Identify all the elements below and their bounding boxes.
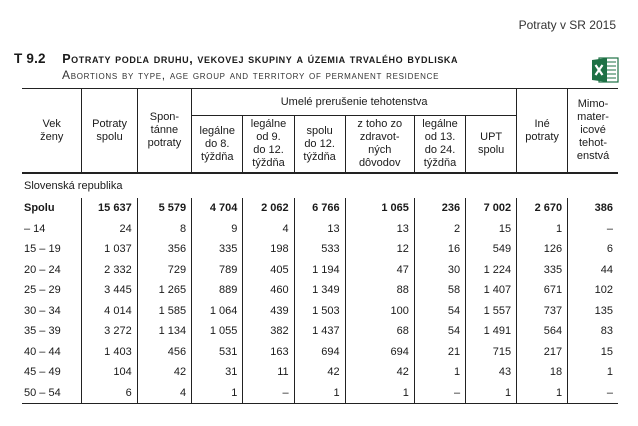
- table-cell: 1 407: [466, 280, 517, 301]
- excel-icon[interactable]: [590, 55, 620, 85]
- table-cell: 1 194: [294, 260, 345, 281]
- table-cell: 4: [243, 219, 294, 240]
- row-label: 35 – 39: [22, 321, 82, 342]
- table-cell: 1: [568, 362, 618, 383]
- abortions-table: [22, 88, 618, 404]
- table-cell: 16: [414, 239, 465, 260]
- table-cell: 1 134: [137, 321, 191, 342]
- table-cell: 102: [568, 280, 618, 301]
- table-cell: 58: [414, 280, 465, 301]
- table-cell: 564: [517, 321, 568, 342]
- row-label: 15 – 19: [22, 239, 82, 260]
- table-cell: 12: [345, 239, 414, 260]
- header-ectopic: Mimo- mater- icové tehot- enstvá: [568, 89, 618, 174]
- table-row: [22, 219, 618, 240]
- table-cell: 1: [466, 383, 517, 404]
- row-label: Spolu: [22, 198, 82, 219]
- table-cell: 44: [568, 260, 618, 281]
- header-sub-1: legálne do 8. týždňa: [192, 116, 243, 174]
- table-cell: 789: [192, 260, 243, 281]
- table-cell: 163: [243, 342, 294, 363]
- table-cell: 7 002: [466, 198, 517, 219]
- title-english: Abortions by type, age group and territory of permanent residence: [62, 68, 440, 82]
- title-slovak: Potraty podľa druhu, vekovej skupiny a územia trvalého bydliska: [62, 52, 459, 66]
- table-row-total: [22, 198, 618, 219]
- row-label: 50 – 54: [22, 383, 82, 404]
- table-cell: 1 585: [137, 301, 191, 322]
- table-cell: 2 332: [82, 260, 137, 281]
- table-row: [22, 383, 618, 404]
- table-cell: 1: [345, 383, 414, 404]
- table-cell: –: [568, 383, 618, 404]
- table-cell: 737: [517, 301, 568, 322]
- region-label: Slovenská republika: [24, 180, 123, 192]
- header-age: Vek ženy: [22, 89, 82, 174]
- table-cell: 42: [294, 362, 345, 383]
- header-spontaneous: Spon- tánne potraty: [137, 89, 191, 174]
- table-cell: 6: [568, 239, 618, 260]
- table-cell: 9: [192, 219, 243, 240]
- header-sub-4: z toho zo zdravot- ných dôvodov: [345, 116, 414, 174]
- table-cell: 4 014: [82, 301, 137, 322]
- table-cell: 3 445: [82, 280, 137, 301]
- table-cell: 1 557: [466, 301, 517, 322]
- table-cell: 531: [192, 342, 243, 363]
- table-cell: 671: [517, 280, 568, 301]
- table-title: [14, 50, 458, 68]
- table-cell: 30: [414, 260, 465, 281]
- table-cell: 54: [414, 301, 465, 322]
- table-cell: 24: [82, 219, 137, 240]
- table-cell: 1 437: [294, 321, 345, 342]
- table-cell: 6: [82, 383, 137, 404]
- table-cell: 1: [517, 219, 568, 240]
- table-cell: 729: [137, 260, 191, 281]
- table-cell: 382: [243, 321, 294, 342]
- table-cell: 198: [243, 239, 294, 260]
- table-row: [22, 301, 618, 322]
- table-cell: 42: [345, 362, 414, 383]
- table-cell: 1 064: [192, 301, 243, 322]
- table-cell: 460: [243, 280, 294, 301]
- table-cell: 386: [568, 198, 618, 219]
- table-cell: 100: [345, 301, 414, 322]
- table-cell: 694: [294, 342, 345, 363]
- table-cell: 217: [517, 342, 568, 363]
- table-cell: 54: [414, 321, 465, 342]
- table-cell: 439: [243, 301, 294, 322]
- table-cell: 2: [414, 219, 465, 240]
- table-cell: 335: [192, 239, 243, 260]
- table-cell: 18: [517, 362, 568, 383]
- table-cell: 13: [294, 219, 345, 240]
- table-cell: 104: [82, 362, 137, 383]
- table-cell: 1 491: [466, 321, 517, 342]
- table-row: [22, 280, 618, 301]
- table-cell: 356: [137, 239, 191, 260]
- header-other: Iné potraty: [517, 89, 568, 174]
- table-cell: 4 704: [192, 198, 243, 219]
- header-total: Potraty spolu: [82, 89, 137, 174]
- table-cell: 4: [137, 383, 191, 404]
- table-cell: 1 037: [82, 239, 137, 260]
- table-cell: 889: [192, 280, 243, 301]
- header-sub-6: UPT spolu: [466, 116, 517, 174]
- table-cell: 13: [345, 219, 414, 240]
- table-cell: 31: [192, 362, 243, 383]
- table-cell: 11: [243, 362, 294, 383]
- table-cell: 15: [466, 219, 517, 240]
- table-cell: 405: [243, 260, 294, 281]
- table-row: [22, 362, 618, 383]
- table-cell: 43: [466, 362, 517, 383]
- row-label: 45 – 49: [22, 362, 82, 383]
- header-induced-group: Umelé prerušenie tehotenstva: [192, 89, 517, 116]
- table-code: T 9.2: [14, 51, 46, 66]
- row-label: – 14: [22, 219, 82, 240]
- header-sub-2: legálne od 9. do 12. týždňa: [243, 116, 294, 174]
- table-cell: 47: [345, 260, 414, 281]
- table-cell: 715: [466, 342, 517, 363]
- table-cell: 335: [517, 260, 568, 281]
- header-sub-5: legálne od 13. do 24. týždňa: [414, 116, 465, 174]
- table-cell: 1 403: [82, 342, 137, 363]
- running-title: Potraty v SR 2015: [518, 18, 616, 32]
- table-cell: 456: [137, 342, 191, 363]
- table-cell: 126: [517, 239, 568, 260]
- table-row: [22, 342, 618, 363]
- table-cell: 88: [345, 280, 414, 301]
- row-label: 20 – 24: [22, 260, 82, 281]
- table-cell: 68: [345, 321, 414, 342]
- table-cell: 1 265: [137, 280, 191, 301]
- table-cell: 1 065: [345, 198, 414, 219]
- table-cell: –: [414, 383, 465, 404]
- table-cell: 236: [414, 198, 465, 219]
- table-cell: 1: [517, 383, 568, 404]
- row-label: 30 – 34: [22, 301, 82, 322]
- table-cell: 8: [137, 219, 191, 240]
- table-cell: 1: [294, 383, 345, 404]
- table-cell: –: [568, 219, 618, 240]
- table-cell: 5 579: [137, 198, 191, 219]
- table-cell: 2 670: [517, 198, 568, 219]
- table-row: [22, 321, 618, 342]
- table-cell: 135: [568, 301, 618, 322]
- table-cell: 6 766: [294, 198, 345, 219]
- table-cell: 21: [414, 342, 465, 363]
- table-cell: –: [243, 383, 294, 404]
- table-cell: 533: [294, 239, 345, 260]
- table-cell: 2 062: [243, 198, 294, 219]
- table-cell: 3 272: [82, 321, 137, 342]
- table-cell: 549: [466, 239, 517, 260]
- table-cell: 1 224: [466, 260, 517, 281]
- table-cell: 83: [568, 321, 618, 342]
- table-cell: 1 349: [294, 280, 345, 301]
- table-cell: 694: [345, 342, 414, 363]
- header-sub-3: spolu do 12. týždňa: [294, 116, 345, 174]
- table-row: [22, 260, 618, 281]
- table-cell: 15: [568, 342, 618, 363]
- table-cell: 1: [192, 383, 243, 404]
- table-cell: 15 637: [82, 198, 137, 219]
- table-cell: 1 055: [192, 321, 243, 342]
- table-cell: 42: [137, 362, 191, 383]
- table-row: [22, 239, 618, 260]
- table-cell: 1: [414, 362, 465, 383]
- table-cell: 1 503: [294, 301, 345, 322]
- row-label: 25 – 29: [22, 280, 82, 301]
- row-label: 40 – 44: [22, 342, 82, 363]
